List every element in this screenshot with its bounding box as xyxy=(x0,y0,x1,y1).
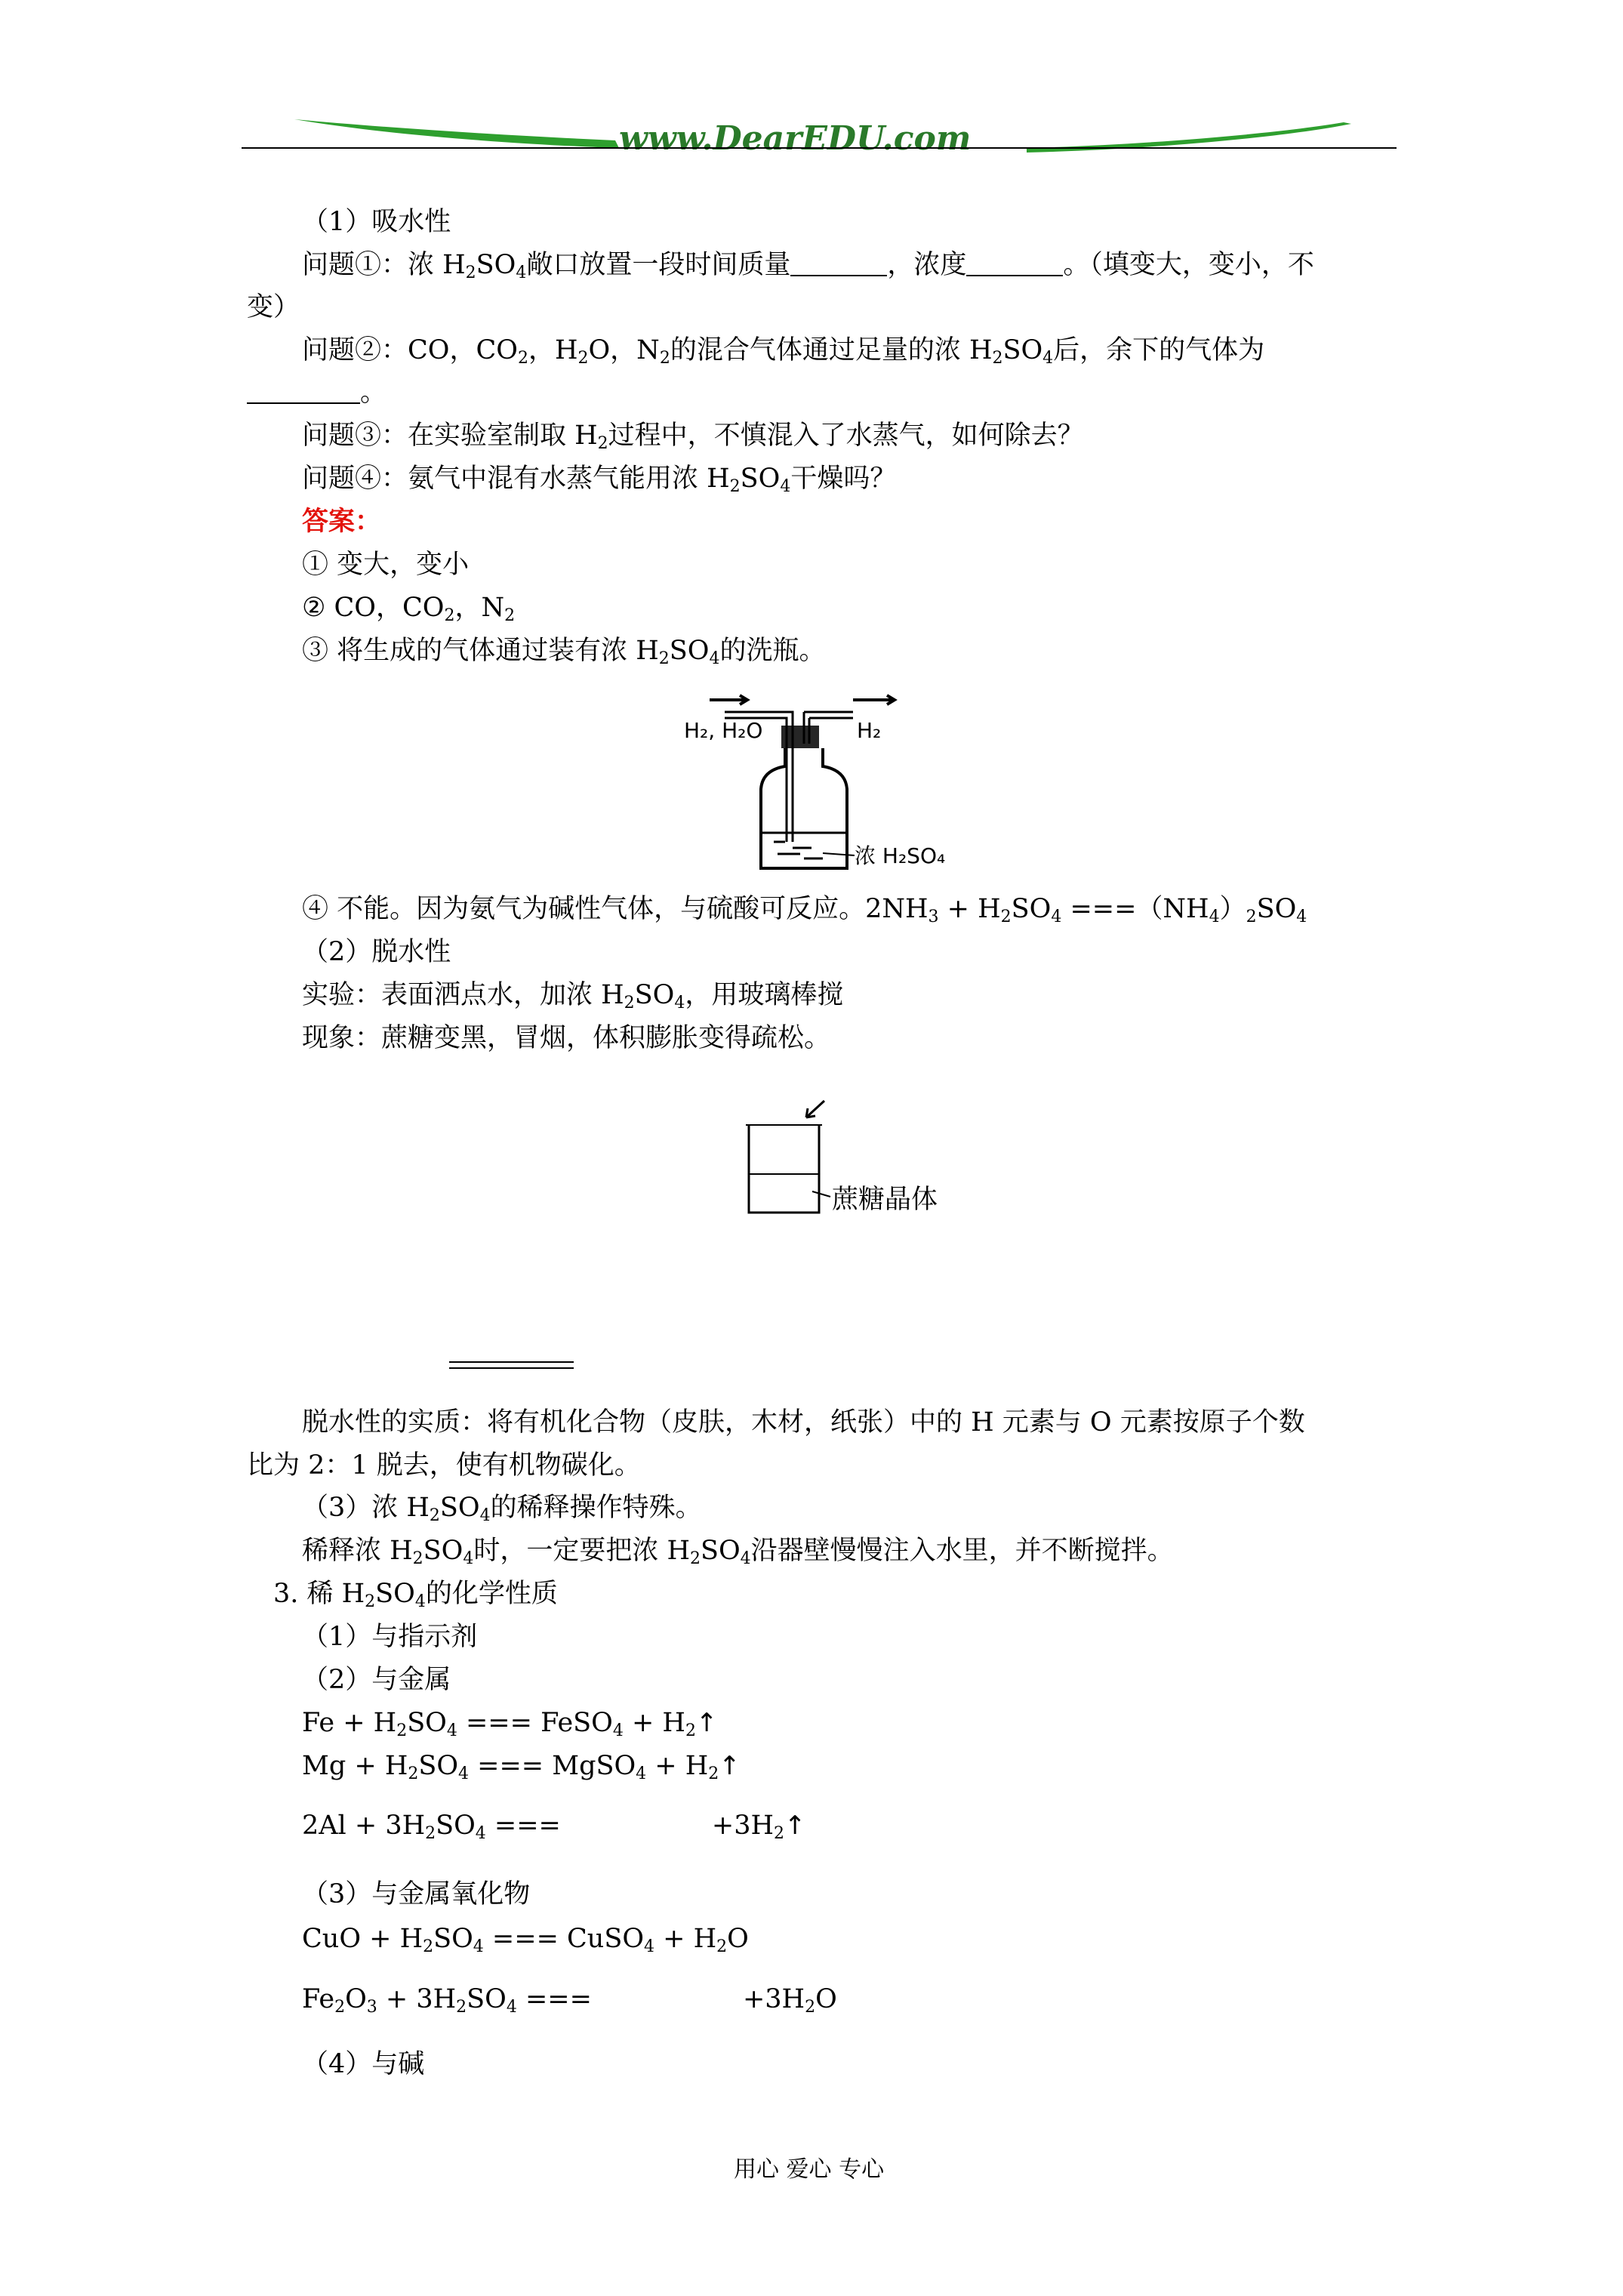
answer-4: ④ 不能。因为氨气为碱性气体，与硫酸可反应。$2NH_3 + H_2SO_4 ===(NH_4)_2SO_4$ xyxy=(302,894,1307,926)
gas-up-arrow: ↑ xyxy=(695,1708,718,1738)
outlet-arrow xyxy=(853,695,895,704)
beaker-figure xyxy=(740,1095,981,1231)
logo-text: www.DearEDU.com xyxy=(619,119,972,158)
section-title-dilution: （3）浓 $H_2SO_4$的稀释操作特殊。 xyxy=(302,1493,702,1525)
gas-up-arrow: ↑ xyxy=(719,1751,741,1781)
equation-fe2o3: $Fe_2O_3 + 3H_2SO_4$ === $+3H_2O$ xyxy=(302,1984,837,2017)
section-title-absorbency: （1）吸水性 xyxy=(302,207,451,237)
phenomenon-text: 现象：蔗糖变黑，冒烟，体积膨胀变得疏松。 xyxy=(302,1023,831,1053)
double-rule xyxy=(449,1361,574,1369)
equation-mg: $Mg + H_2SO_4$ === MgSO$_4$ + $H_2↑$ xyxy=(302,1751,741,1783)
equation-fe: $Fe + H_2SO_4$ === FeSO$_4$ + $H_2↑$ xyxy=(302,1708,718,1740)
dilution-text: 稀释浓 $H_2SO_4$时，一定要把浓 $H_2SO_4$沿器壁慢慢注入水里，并不断搅拌。 xyxy=(302,1536,1174,1568)
part3-heading: 3. 稀 $H_2SO_4$的化学性质 xyxy=(273,1579,558,1611)
header-banner xyxy=(242,113,1397,159)
question-1: 问题①：浓 $H_2SO_4$敞口放置一段时间质量 ，浓度 。（填变大，变小，不 xyxy=(302,250,1314,282)
answer-blank xyxy=(790,252,887,276)
essence-text-cont: 比为 2：1 脱去，使有机物碳化。 xyxy=(247,1450,641,1481)
stopper xyxy=(781,726,819,748)
answer-blank xyxy=(247,380,360,404)
subsection-metal-oxides: （3）与金属氧化物 xyxy=(302,1879,531,1909)
sugar-label: 蔗糖晶体 xyxy=(832,1185,938,1215)
question-1-cont: 变） xyxy=(247,292,300,322)
equation-cuo: CuO + $H_2SO_4$ === CuSO$_4$ + $H_2O$ xyxy=(302,1924,749,1956)
beaker-body xyxy=(749,1125,819,1213)
inlet-label: H₂, H₂O xyxy=(684,718,763,743)
liquid-label: 浓 H₂SO₄ xyxy=(855,843,946,868)
answer-3: ③ 将生成的气体通过装有浓 $H_2SO_4$的洗瓶。 xyxy=(302,636,826,668)
gas-up-arrow: ↑ xyxy=(784,1811,806,1841)
gas-washing-bottle-figure xyxy=(679,683,996,876)
subsection-metals: （2）与金属 xyxy=(302,1665,451,1695)
liquid-pointer xyxy=(823,853,855,855)
page-footer: 用心 爱心 专心 xyxy=(734,2156,885,2183)
subsection-indicator: （1）与指示剂 xyxy=(302,1622,478,1652)
inlet-arrow xyxy=(710,695,747,704)
question-4: 问题④：氨气中混有水蒸气能用浓 $H_2SO_4$干燥吗？ xyxy=(302,464,897,496)
equation-al: $2Al + 3H_2SO_4$ === $+3H_2↑$ xyxy=(302,1811,806,1843)
bubbles xyxy=(774,842,823,858)
answer-label: 答案： xyxy=(302,506,382,537)
left-swoosh xyxy=(294,119,619,148)
experiment-text: 实验：表面洒点水，加浓 $H_2SO_4$，用玻璃棒搅 xyxy=(302,980,844,1012)
outlet-label: H₂ xyxy=(857,718,882,743)
drop-arrow xyxy=(806,1101,824,1117)
answer-2: ② CO，$CO_2$，$N_2$ xyxy=(302,593,516,625)
answer-1: ① 变大，变小 xyxy=(302,550,470,580)
subsection-bases: （4）与碱 xyxy=(302,2049,425,2079)
section-title-dehydration: （2）脱水性 xyxy=(302,937,451,967)
essence-text: 脱水性的实质：将有机化合物（皮肤，木材，纸张）中的 H 元素与 O 元素按原子个数 xyxy=(302,1407,1305,1438)
question-3: 问题③：在实验室制取 $H_2$过程中，不慎混入了水蒸气，如何除去？ xyxy=(302,421,1084,453)
answer-blank xyxy=(966,252,1063,276)
question-2: 问题②：CO，$CO_2$，$H_2O$，$N_2$的混合气体通过足量的浓 $H_2SO_4$后，余下的气体为 xyxy=(302,335,1265,368)
sugar-pointer xyxy=(812,1191,830,1197)
question-2-cont: 。 xyxy=(247,376,387,409)
bottle-body xyxy=(761,748,847,868)
